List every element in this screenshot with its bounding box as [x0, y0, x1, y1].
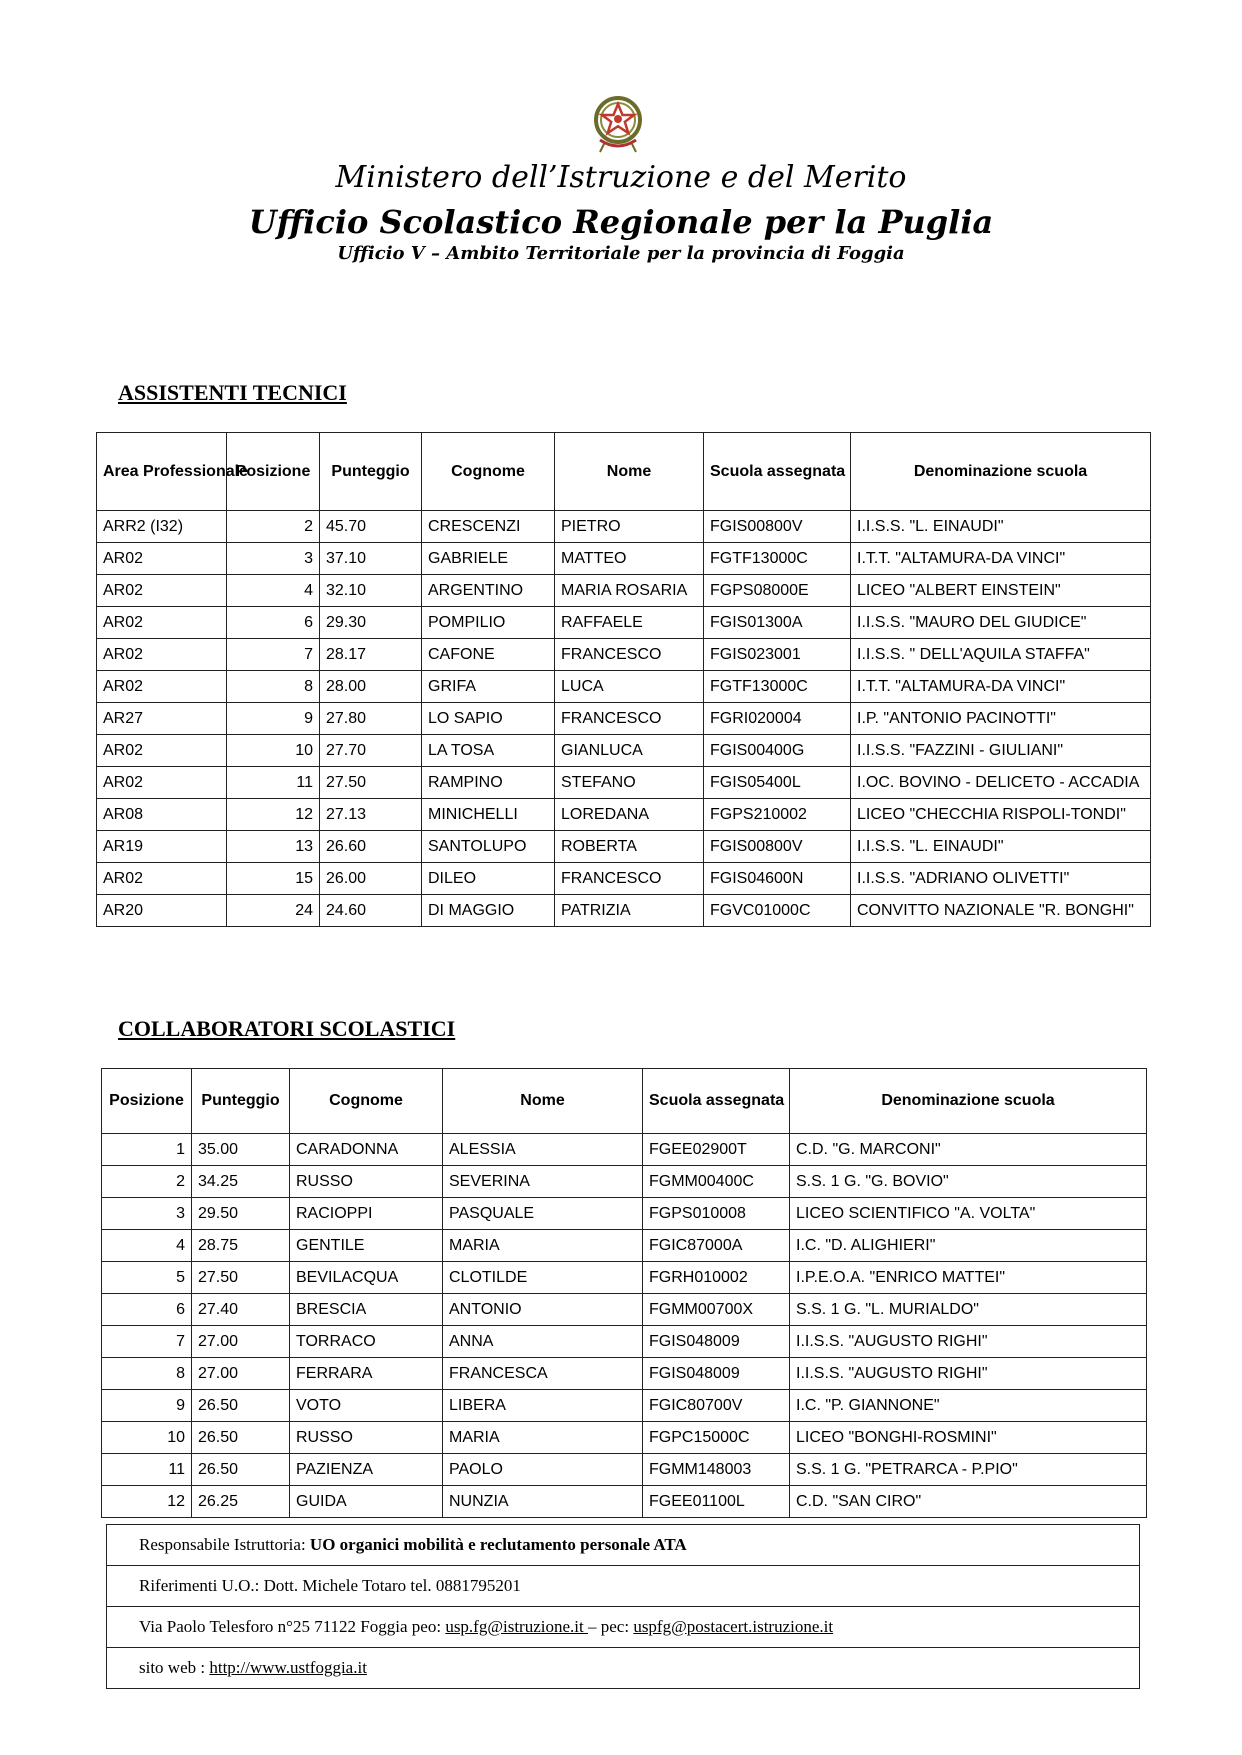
table-cell: AR19: [97, 831, 227, 863]
column-header: Scuola assegnata: [643, 1069, 790, 1134]
table-cell: 9: [227, 703, 320, 735]
table-cell: S.S. 1 G. "L. MURIALDO": [790, 1294, 1147, 1326]
table-cell: FGIS05400L: [704, 767, 851, 799]
table-cell: FRANCESCA: [443, 1358, 643, 1390]
table-cell: 13: [227, 831, 320, 863]
table-row: [97, 543, 1151, 575]
column-header: Denominazione scuola: [790, 1069, 1147, 1134]
table-cell: FGIS04600N: [704, 863, 851, 895]
table-cell: S.S. 1 G. "PETRARCA - P.PIO": [790, 1454, 1147, 1486]
pec-email-link[interactable]: uspfg@postacert.istruzione.it: [633, 1617, 834, 1636]
table-row: [102, 1358, 1147, 1390]
table-cell: AR02: [97, 767, 227, 799]
table-cell: PATRIZIA: [555, 895, 704, 927]
table-cell: 7: [102, 1326, 192, 1358]
table-cell: FGTF13000C: [704, 671, 851, 703]
table-cell: I.I.S.S. "L. EINAUDI": [851, 511, 1151, 543]
table-cell: MARIA: [443, 1422, 643, 1454]
table-row: [102, 1454, 1147, 1486]
table-cell: MATTEO: [555, 543, 704, 575]
column-header: Area Professionale: [97, 433, 227, 511]
table-cell: 11: [102, 1454, 192, 1486]
table-cell: FGMM00400C: [643, 1166, 790, 1198]
table-cell: LICEO "BONGHI-ROSMINI": [790, 1422, 1147, 1454]
table-cell: FGIC80700V: [643, 1390, 790, 1422]
table-cell: 27.50: [320, 767, 422, 799]
column-header: Scuola assegnata: [704, 433, 851, 511]
table-cell: FRANCESCO: [555, 703, 704, 735]
table-cell: FGIS00800V: [704, 831, 851, 863]
table-cell: 28.75: [192, 1230, 290, 1262]
table-cell: CAFONE: [422, 639, 555, 671]
table-row: [97, 863, 1151, 895]
table-row: [102, 1486, 1147, 1518]
column-header: Posizione: [102, 1069, 192, 1134]
responsabile-value: UO organici mobilità e reclutamento personale ATA: [309, 1535, 687, 1554]
table-cell: I.I.S.S. "AUGUSTO RIGHI": [790, 1326, 1147, 1358]
table-cell: 8: [227, 671, 320, 703]
table-cell: 26.00: [320, 863, 422, 895]
table-cell: 26.50: [192, 1390, 290, 1422]
table-cell: DILEO: [422, 863, 555, 895]
footer-riferimenti: Riferimenti U.O.: Dott. Michele Totaro tel. 0881795201: [107, 1566, 1140, 1607]
table-cell: I.I.S.S. "AUGUSTO RIGHI": [790, 1358, 1147, 1390]
table-cell: FGPC15000C: [643, 1422, 790, 1454]
table-cell: PASQUALE: [443, 1198, 643, 1230]
column-header: Denominazione scuola: [851, 433, 1151, 511]
table-cell: AR20: [97, 895, 227, 927]
table-cell: I.T.T. "ALTAMURA-DA VINCI": [851, 671, 1151, 703]
table-cell: FGPS08000E: [704, 575, 851, 607]
table-cell: LICEO "CHECCHIA RISPOLI-TONDI": [851, 799, 1151, 831]
table-row: [97, 671, 1151, 703]
table-cell: ARGENTINO: [422, 575, 555, 607]
table-cell: 3: [227, 543, 320, 575]
table-cell: 10: [102, 1422, 192, 1454]
pec-label: – pec:: [587, 1617, 634, 1636]
table-cell: 27.80: [320, 703, 422, 735]
table-cell: PIETRO: [555, 511, 704, 543]
table-cell: FGIC87000A: [643, 1230, 790, 1262]
table-cell: I.I.S.S. "FAZZINI - GIULIANI": [851, 735, 1151, 767]
table-cell: AR08: [97, 799, 227, 831]
table-cell: AR02: [97, 575, 227, 607]
table-header-row: [102, 1069, 1147, 1134]
assistenti-table: [96, 432, 1151, 927]
table-cell: 27.00: [192, 1326, 290, 1358]
table-cell: S.S. 1 G. "G. BOVIO": [790, 1166, 1147, 1198]
table-cell: 24: [227, 895, 320, 927]
table-cell: 2: [102, 1166, 192, 1198]
table-row: [102, 1134, 1147, 1166]
table-cell: PAOLO: [443, 1454, 643, 1486]
column-header: Cognome: [422, 433, 555, 511]
table-cell: FGIS048009: [643, 1358, 790, 1390]
table-cell: FGIS00400G: [704, 735, 851, 767]
table-cell: LUCA: [555, 671, 704, 703]
table-cell: LA TOSA: [422, 735, 555, 767]
table-cell: BRESCIA: [290, 1294, 443, 1326]
column-header: Punteggio: [320, 433, 422, 511]
table-cell: DI MAGGIO: [422, 895, 555, 927]
table-cell: FGEE02900T: [643, 1134, 790, 1166]
table-cell: 26.60: [320, 831, 422, 863]
table-cell: 27.13: [320, 799, 422, 831]
table-cell: 9: [102, 1390, 192, 1422]
table-cell: 12: [227, 799, 320, 831]
table-row: [102, 1166, 1147, 1198]
peo-email-link[interactable]: usp.fg@istruzione.it: [445, 1617, 588, 1636]
regional-office-title: Ufficio Scolastico Regionale per la Puglia: [248, 203, 994, 241]
table-cell: AR02: [97, 671, 227, 703]
table-cell: GENTILE: [290, 1230, 443, 1262]
table-cell: LIBERA: [443, 1390, 643, 1422]
table-cell: 15: [227, 863, 320, 895]
table-cell: ANTONIO: [443, 1294, 643, 1326]
table-cell: 27.40: [192, 1294, 290, 1326]
column-header: Nome: [555, 433, 704, 511]
assistenti-title: ASSISTENTI TECNICI: [118, 380, 347, 405]
table-row: [97, 831, 1151, 863]
table-cell: 34.25: [192, 1166, 290, 1198]
italian-republic-emblem-icon: [586, 90, 650, 158]
table-cell: FGIS048009: [643, 1326, 790, 1358]
table-row: [97, 735, 1151, 767]
assistenti-table-body: [97, 511, 1151, 927]
table-cell: ARR2 (I32): [97, 511, 227, 543]
table-cell: FGRH010002: [643, 1262, 790, 1294]
table-cell: I.C. "D. ALIGHIERI": [790, 1230, 1147, 1262]
responsabile-label: Responsabile Istruttoria:: [139, 1535, 310, 1554]
table-cell: TORRACO: [290, 1326, 443, 1358]
table-row: [97, 895, 1151, 927]
table-row: [97, 639, 1151, 671]
table-cell: C.D. "SAN CIRO": [790, 1486, 1147, 1518]
table-cell: CLOTILDE: [443, 1262, 643, 1294]
table-cell: RUSSO: [290, 1422, 443, 1454]
table-cell: 28.00: [320, 671, 422, 703]
table-row: [97, 767, 1151, 799]
table-cell: FGIS01300A: [704, 607, 851, 639]
table-cell: FGVC01000C: [704, 895, 851, 927]
table-cell: I.I.S.S. " DELL'AQUILA STAFFA": [851, 639, 1151, 671]
collaboratori-table: [101, 1068, 1147, 1518]
table-row: [97, 799, 1151, 831]
table-cell: 3: [102, 1198, 192, 1230]
column-header: Nome: [443, 1069, 643, 1134]
table-cell: 45.70: [320, 511, 422, 543]
table-cell: CARADONNA: [290, 1134, 443, 1166]
table-cell: POMPILIO: [422, 607, 555, 639]
table-row: [102, 1390, 1147, 1422]
table-cell: 27.50: [192, 1262, 290, 1294]
table-cell: CONVITTO NAZIONALE "R. BONGHI": [851, 895, 1151, 927]
table-cell: 29.30: [320, 607, 422, 639]
footer-address: [107, 1607, 1140, 1648]
table-cell: I.T.T. "ALTAMURA-DA VINCI": [851, 543, 1151, 575]
footer-box: [106, 1524, 1140, 1689]
footer-responsabile: [107, 1525, 1140, 1566]
table-row: [97, 575, 1151, 607]
column-header: Cognome: [290, 1069, 443, 1134]
table-cell: I.C. "P. GIANNONE": [790, 1390, 1147, 1422]
table-cell: MINICHELLI: [422, 799, 555, 831]
table-cell: GUIDA: [290, 1486, 443, 1518]
table-row: [102, 1422, 1147, 1454]
table-cell: AR02: [97, 543, 227, 575]
table-cell: RUSSO: [290, 1166, 443, 1198]
table-cell: FGMM148003: [643, 1454, 790, 1486]
table-cell: FGIS00800V: [704, 511, 851, 543]
collaboratori-title: COLLABORATORI SCOLASTICI: [118, 1016, 456, 1041]
table-cell: 28.17: [320, 639, 422, 671]
table-cell: LO SAPIO: [422, 703, 555, 735]
table-cell: GRIFA: [422, 671, 555, 703]
table-cell: C.D. "G. MARCONI": [790, 1134, 1147, 1166]
table-cell: AR02: [97, 863, 227, 895]
table-cell: 29.50: [192, 1198, 290, 1230]
table-cell: FRANCESCO: [555, 863, 704, 895]
table-cell: I.P.E.O.A. "ENRICO MATTEI": [790, 1262, 1147, 1294]
table-cell: FGPS210002: [704, 799, 851, 831]
table-cell: FGRI020004: [704, 703, 851, 735]
table-cell: 11: [227, 767, 320, 799]
table-cell: FGIS023001: [704, 639, 851, 671]
table-cell: ROBERTA: [555, 831, 704, 863]
table-row: [102, 1198, 1147, 1230]
collaboratori-table-body: [102, 1134, 1147, 1518]
table-cell: 24.60: [320, 895, 422, 927]
table-cell: I.I.S.S. "MAURO DEL GIUDICE": [851, 607, 1151, 639]
table-cell: RAMPINO: [422, 767, 555, 799]
table-cell: AR02: [97, 607, 227, 639]
table-cell: I.OC. BOVINO - DELICETO - ACCADIA: [851, 767, 1151, 799]
table-row: [97, 607, 1151, 639]
table-cell: 26.50: [192, 1422, 290, 1454]
table-cell: AR27: [97, 703, 227, 735]
table-cell: 2: [227, 511, 320, 543]
table-cell: MARIA ROSARIA: [555, 575, 704, 607]
column-header: Posizione: [227, 433, 320, 511]
table-cell: MARIA: [443, 1230, 643, 1262]
table-cell: 26.25: [192, 1486, 290, 1518]
table-cell: AR02: [97, 735, 227, 767]
table-cell: I.I.S.S. "ADRIANO OLIVETTI": [851, 863, 1151, 895]
table-cell: FGPS010008: [643, 1198, 790, 1230]
table-cell: I.I.S.S. "L. EINAUDI": [851, 831, 1151, 863]
table-cell: 10: [227, 735, 320, 767]
table-cell: SEVERINA: [443, 1166, 643, 1198]
table-cell: ANNA: [443, 1326, 643, 1358]
table-cell: 26.50: [192, 1454, 290, 1486]
table-cell: FERRARA: [290, 1358, 443, 1390]
table-cell: LOREDANA: [555, 799, 704, 831]
table-cell: 5: [102, 1262, 192, 1294]
table-cell: 27.70: [320, 735, 422, 767]
table-cell: 27.00: [192, 1358, 290, 1390]
table-row: [97, 511, 1151, 543]
table-cell: GIANLUCA: [555, 735, 704, 767]
table-row: [97, 703, 1151, 735]
table-cell: 8: [102, 1358, 192, 1390]
table-cell: RACIOPPI: [290, 1198, 443, 1230]
table-cell: SANTOLUPO: [422, 831, 555, 863]
table-cell: 4: [227, 575, 320, 607]
table-cell: CRESCENZI: [422, 511, 555, 543]
table-cell: ALESSIA: [443, 1134, 643, 1166]
table-cell: 1: [102, 1134, 192, 1166]
table-row: [102, 1262, 1147, 1294]
table-row: [102, 1326, 1147, 1358]
table-cell: I.P. "ANTONIO PACINOTTI": [851, 703, 1151, 735]
column-header: Punteggio: [192, 1069, 290, 1134]
table-cell: PAZIENZA: [290, 1454, 443, 1486]
table-cell: AR02: [97, 639, 227, 671]
table-cell: 12: [102, 1486, 192, 1518]
table-cell: RAFFAELE: [555, 607, 704, 639]
website-label: sito web :: [139, 1658, 210, 1677]
table-cell: 32.10: [320, 575, 422, 607]
table-cell: 7: [227, 639, 320, 671]
table-cell: STEFANO: [555, 767, 704, 799]
table-cell: BEVILACQUA: [290, 1262, 443, 1294]
office-subtitle: Ufficio V – Ambito Territoriale per la provincia di Foggia: [337, 243, 905, 264]
table-cell: FRANCESCO: [555, 639, 704, 671]
footer-website: [107, 1648, 1140, 1689]
table-cell: FGEE01100L: [643, 1486, 790, 1518]
table-cell: 4: [102, 1230, 192, 1262]
website-link[interactable]: http://www.ustfoggia.it: [209, 1658, 367, 1677]
table-cell: 37.10: [320, 543, 422, 575]
table-cell: LICEO SCIENTIFICO "A. VOLTA": [790, 1198, 1147, 1230]
table-row: [102, 1230, 1147, 1262]
table-cell: GABRIELE: [422, 543, 555, 575]
table-row: [102, 1294, 1147, 1326]
table-cell: 6: [227, 607, 320, 639]
table-cell: FGMM00700X: [643, 1294, 790, 1326]
table-cell: FGTF13000C: [704, 543, 851, 575]
table-cell: LICEO "ALBERT EINSTEIN": [851, 575, 1151, 607]
ministry-title: Ministero dell’Istruzione e del Merito: [335, 160, 907, 195]
table-cell: 6: [102, 1294, 192, 1326]
table-cell: 35.00: [192, 1134, 290, 1166]
address-text: Via Paolo Telesforo n°25 71122 Foggia peo:: [139, 1617, 446, 1636]
table-header-row: [97, 433, 1151, 511]
table-cell: NUNZIA: [443, 1486, 643, 1518]
table-cell: VOTO: [290, 1390, 443, 1422]
